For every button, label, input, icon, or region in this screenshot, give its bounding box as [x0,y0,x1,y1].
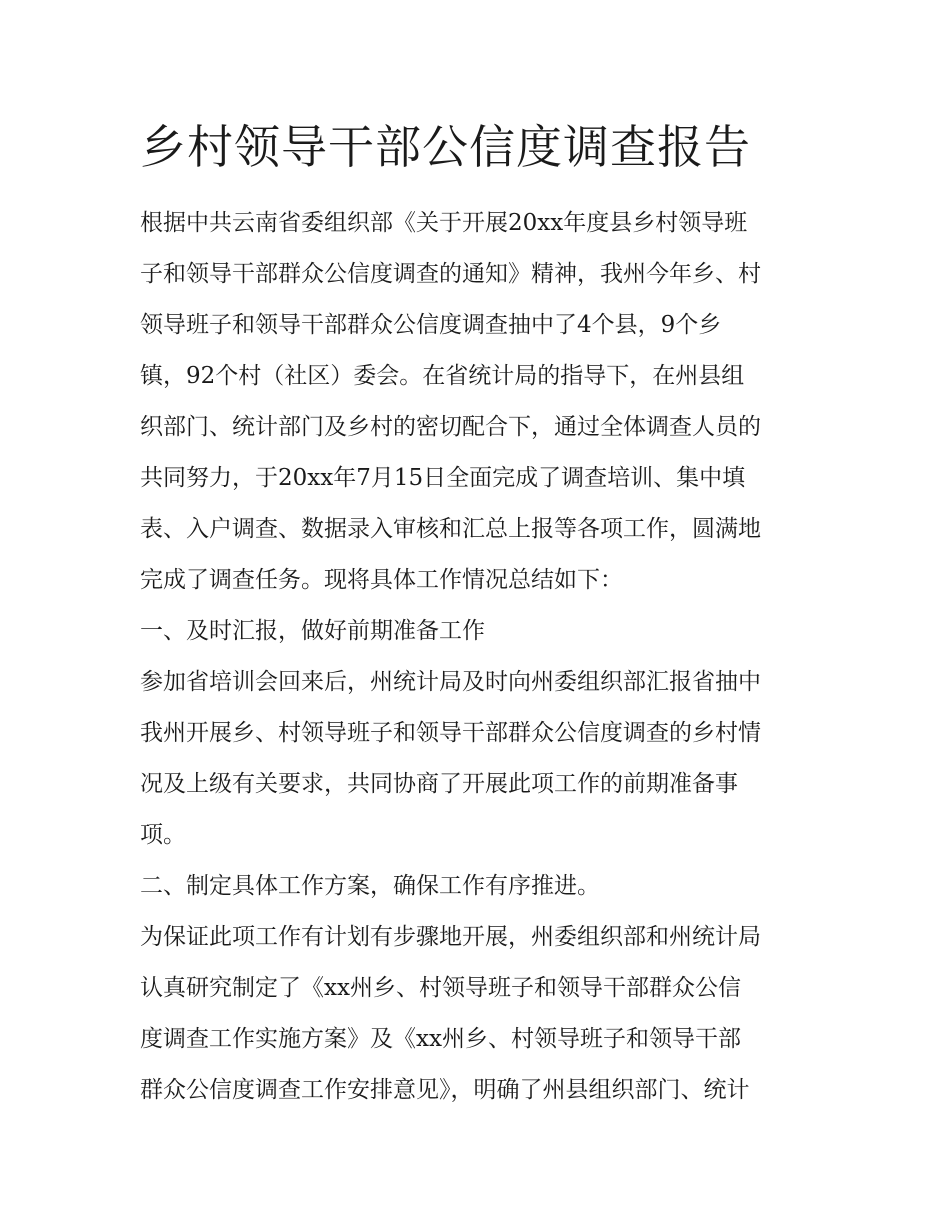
body-line: 群众公信度调查工作安排意见》，明确了州县组织部门、统计 [140,1077,750,1103]
body-line: 共同努力，于20xx年7月15日全面完成了调查培训、集中填 [140,465,746,491]
body-line: 度调查工作实施方案》及《xx州乡、村领导班子和领导干部 [140,1026,741,1052]
body-line: 镇，92个村（社区）委会。在省统计局的指导下，在州县组 [140,363,745,389]
body-line: 参加省培训会回来后，州统计局及时向州委组织部汇报省抽中 [140,669,761,695]
body-line: 表、入户调查、数据录入审核和汇总上报等各项工作，圆满地 [140,516,761,542]
document-title: 乡村领导干部公信度调查报告 [140,120,751,174]
body-line: 子和领导干部群众公信度调查的通知》精神，我州今年乡、村 [140,261,761,287]
body-line: 为保证此项工作有计划有步骤地开展，州委组织部和州统计局 [140,924,761,950]
body-line: 完成了调查任务。现将具体工作情况总结如下： [140,567,623,593]
section-heading-2: 二、制定具体工作方案，确保工作有序推进。 [140,873,600,899]
body-line: 织部门、统计部门及乡村的密切配合下，通过全体调查人员的 [140,414,761,440]
body-line: 况及上级有关要求，共同协商了开展此项工作的前期准备事 [140,771,738,797]
body-line: 根据中共云南省委组织部《关于开展20xx年度县乡村领导班 [140,210,748,236]
body-line: 认真研究制定了《xx州乡、村领导班子和领导干部群众公信 [140,975,741,1001]
body-line: 领导班子和领导干部群众公信度调查抽中了4个县，9个乡 [140,312,722,338]
body-line: 项。 [140,822,186,848]
document-body [140,198,830,1116]
section-heading-1: 一、及时汇报，做好前期准备工作 [140,618,485,644]
body-line: 我州开展乡、村领导班子和领导干部群众公信度调查的乡村情 [140,720,761,746]
